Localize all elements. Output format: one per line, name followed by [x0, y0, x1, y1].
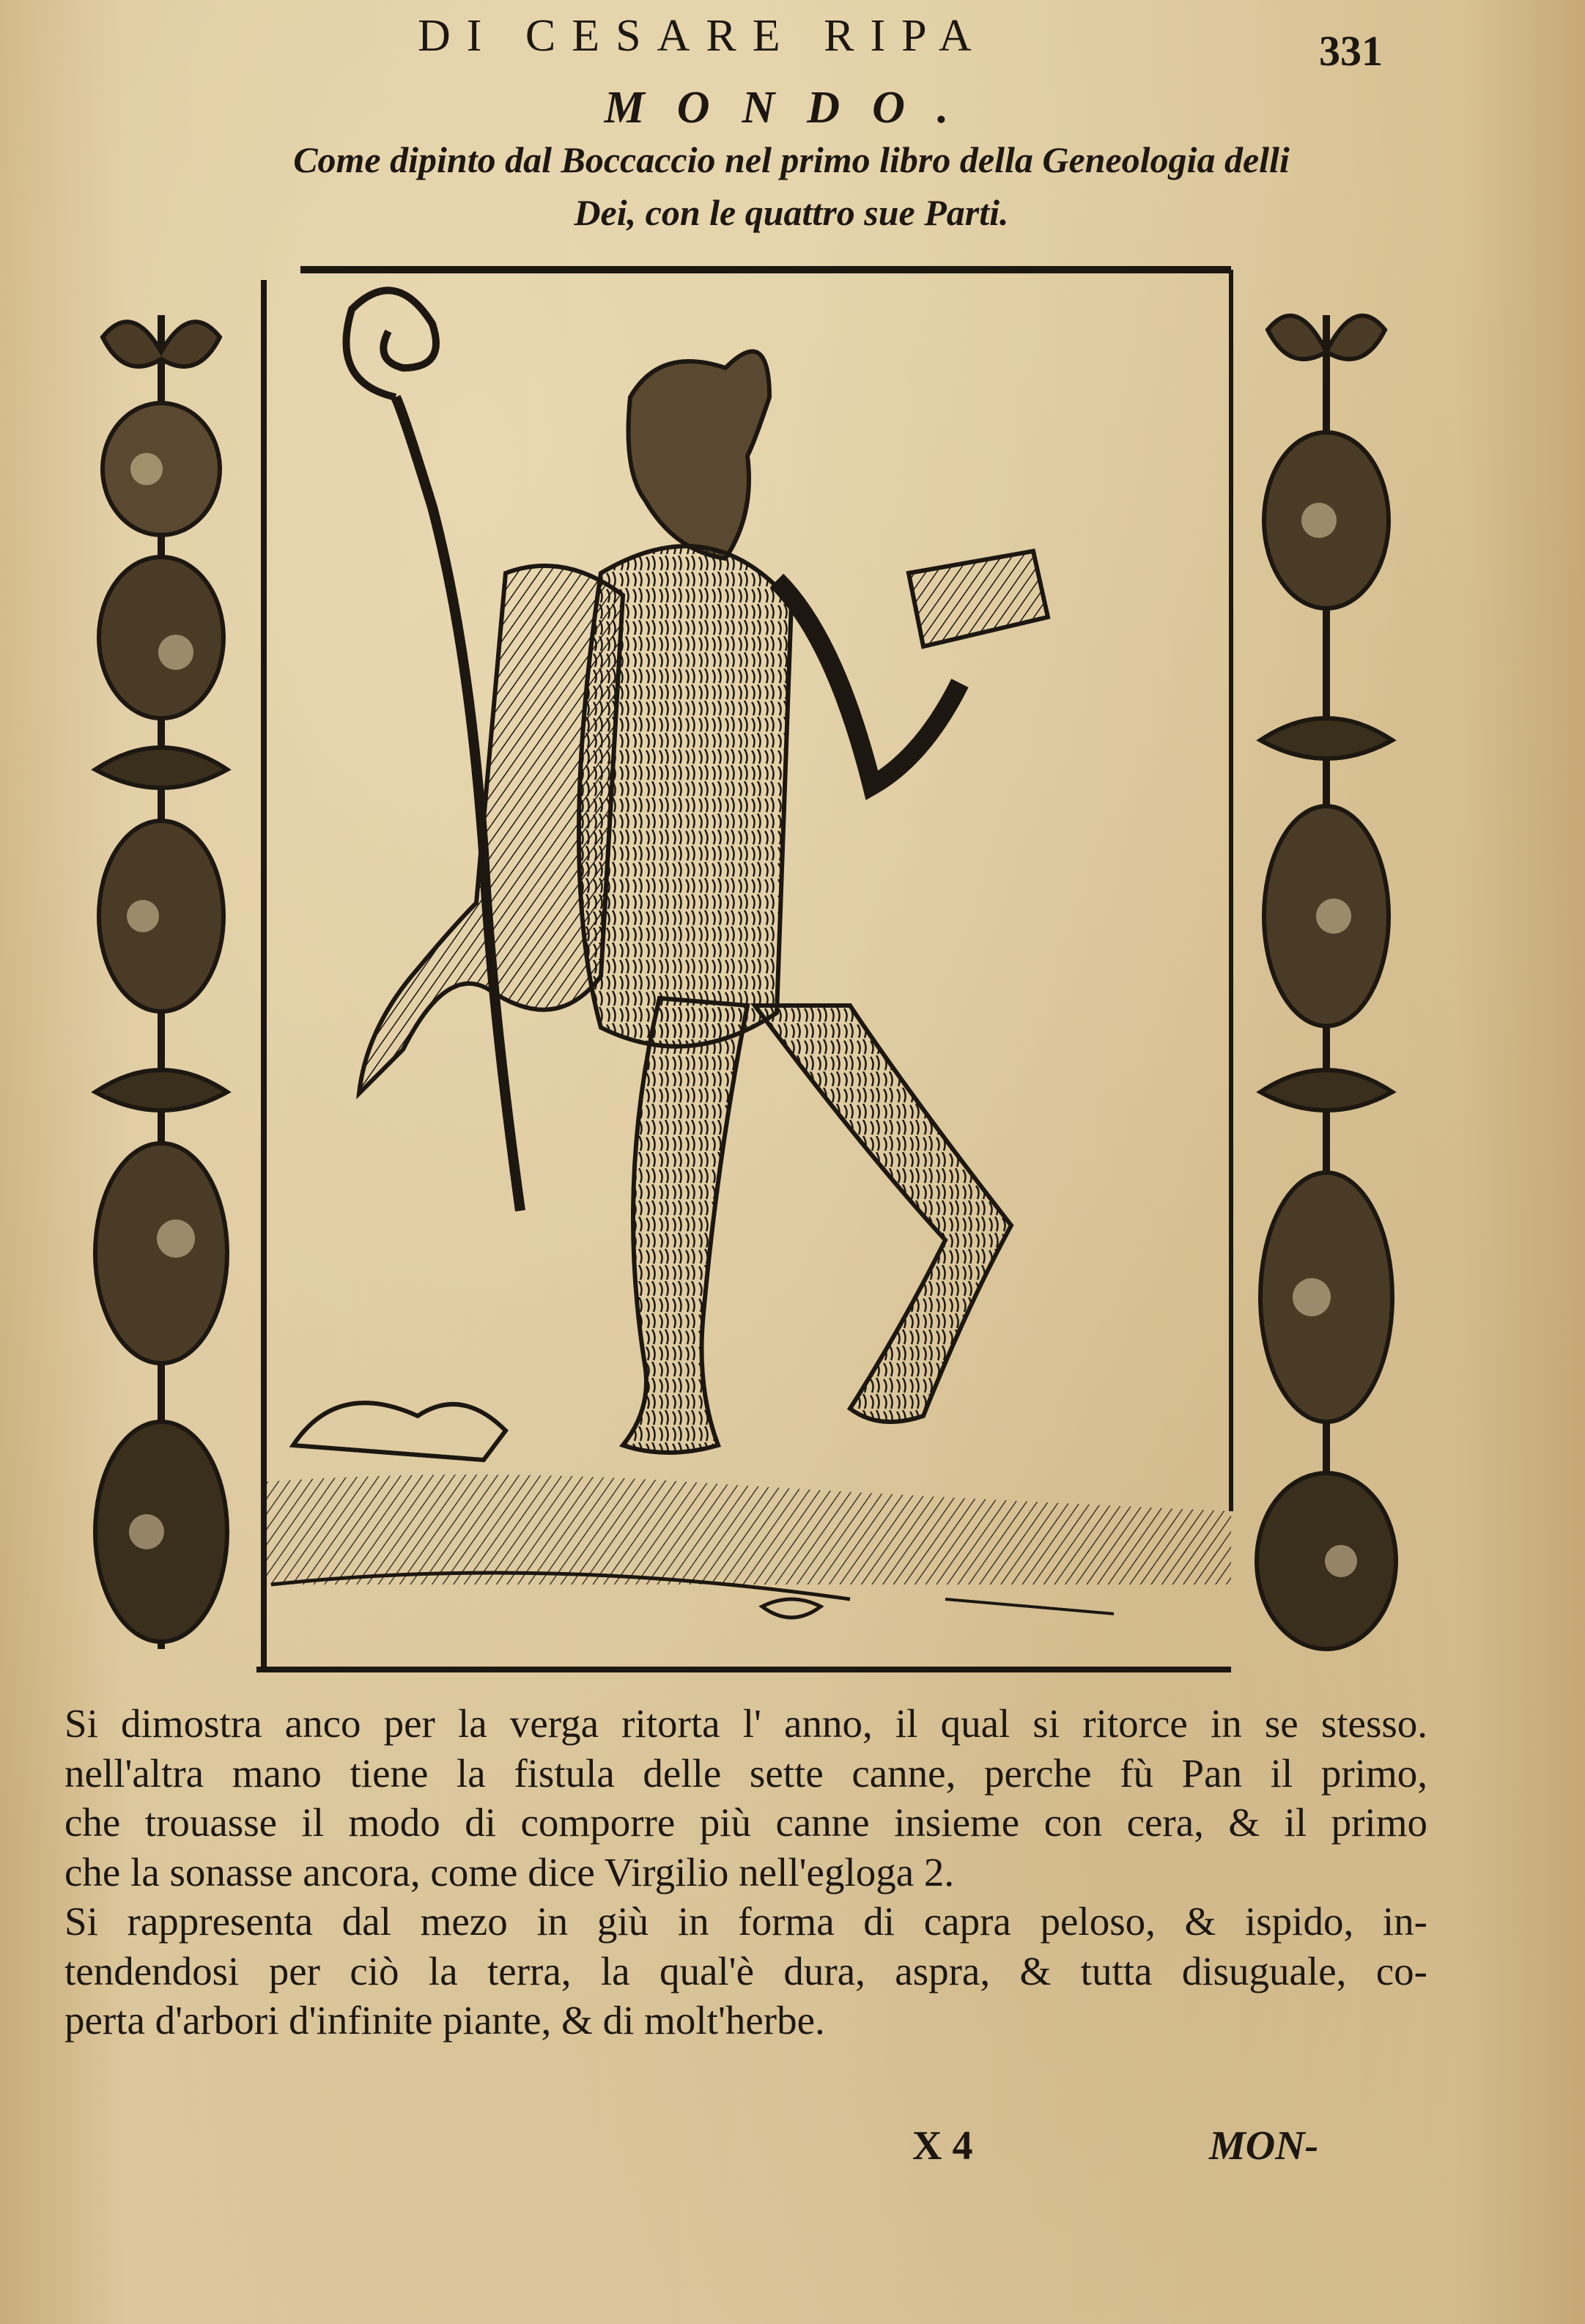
text-line: che la sonasse ancora, come dice Virgilio nell'egloga 2.	[64, 1849, 955, 1895]
body-text	[64, 1699, 1427, 2046]
text-line: perta d'arbori d'infinite piante, & di molt'herbe.	[64, 1998, 825, 2043]
subtitle-line: Dei, con le quattro sue Parti.	[574, 192, 1009, 233]
floral-border-right	[1238, 286, 1414, 1678]
text-line: nell'altra mano tiene la fistula delle sette canne, perche fù Pan il primo,	[64, 1750, 1427, 1796]
text-line: Si rappresenta dal mezo in giù in forma di capra peloso, & ispido, in-	[64, 1899, 1427, 1944]
signature-mark: X 4	[912, 2123, 973, 2169]
text-line: che trouasse il modo di comporre più canne insieme con cera, & il primo	[64, 1800, 1427, 1845]
catchword: MON-	[1209, 2123, 1319, 2169]
woodcut-illustration	[249, 265, 1238, 1676]
page-number: 331	[1319, 27, 1383, 75]
page-subtitle	[264, 133, 1319, 239]
text-line: Si dimostra anco per la verga ritorta l' anno, il qual si ritorce in se stesso.	[64, 1701, 1427, 1746]
subtitle-line: Come dipinto dal Boccaccio nel primo libro della Geneologia delli	[293, 139, 1290, 180]
floral-border-left	[73, 286, 249, 1678]
running-head: DI CESARE RIPA	[418, 11, 988, 61]
text-line: tendendosi per ciò la terra, la qual'è dura, aspra, & tutta disuguale, co-	[64, 1948, 1427, 1993]
page-title: MONDO.	[604, 83, 981, 133]
